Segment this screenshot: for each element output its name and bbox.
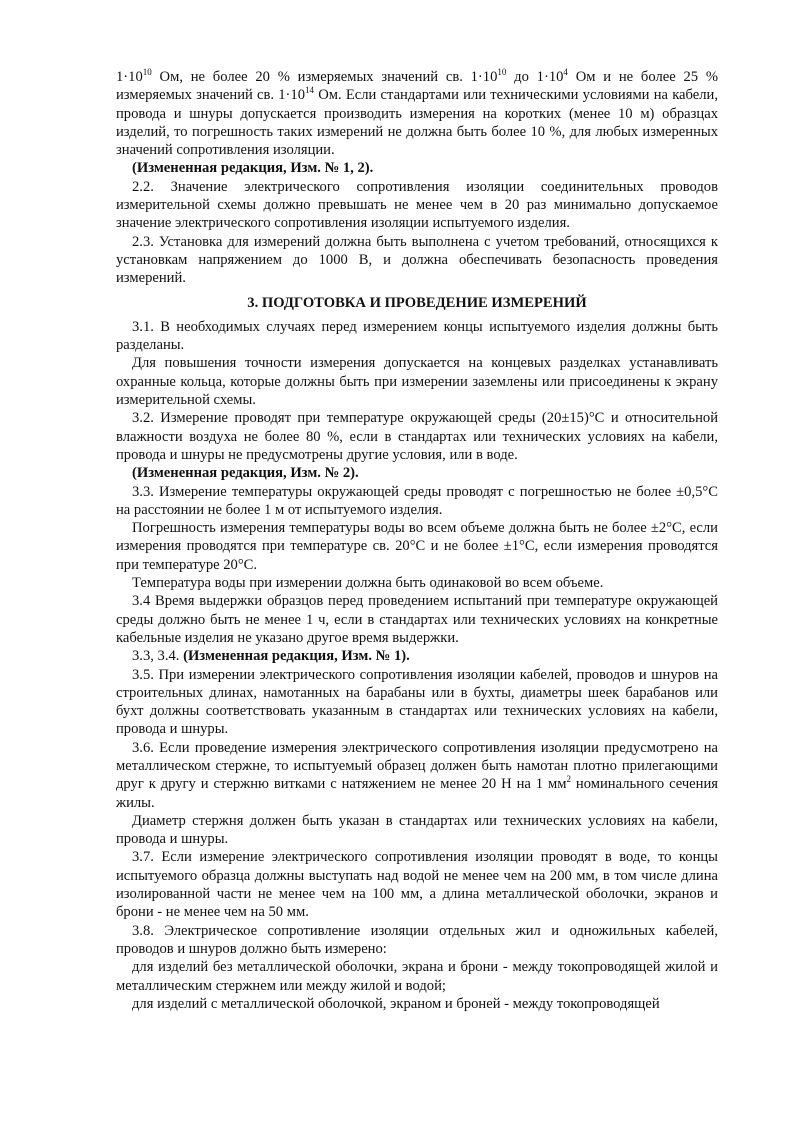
paragraph-3-8-b: для изделий с металлической оболочкой, экраном и броней - между токопроводящей [132, 995, 660, 1012]
paragraph-2-1-continuation: $1\cdot 10^{10}$ Ом, не более 20 % измеряемых значений св. $1\cdot 10^{10}$ до $1\cdot 10^4$ Ом и не более 25 % измеряемых значений св. $1\cdot 10^{14}$ Ом. Если стандартами или техническими условиями на кабели, провода и шнуры допускается производить измерения на коротких (менее 10 м) образцах изделий, то погрешность таких измерений не должна быть более 10 %, для любых измеренных значений сопротивления изоляции. [116, 67, 718, 159]
paragraph-3-6: 3.6. Если проведение измерения электрического сопротивления изоляции предусмотрено на металлическом стержне, то испытуемый образец должен быть намотан плотно прилегающими друг к другу и стержню витками с натяжением не менее 20 Н на 1 $мм^2$ номинального сечения жилы. [116, 739, 718, 811]
paragraph-3-1-b: Для повышения точности измерения допускается на концевых разделках устанавливать охранные кольца, которые должны быть при измерении заземлены или присоединены к экрану измерительной схемы. [116, 355, 718, 409]
section-heading: 3. ПОДГОТОВКА И ПРОВЕДЕНИЕ ИЗМЕРЕНИЙ [247, 294, 587, 311]
paragraph-2-2: 2.2. Значение электрического сопротивления изоляции соединительных проводов измерительной схемы должно превышать не менее чем в 20 раз минимально допускаемое значение электрического сопротивления изоляции испытуемого изделия. [116, 178, 718, 232]
paragraph-3-3: 3.3. Измерение температуры окружающей среды проводят с погрешностью не более ±0,5°С на расстоянии не более 1 м от испытуемого изделия. [116, 483, 718, 518]
amendment-note: (Измененная редакция, Изм. № 2). [132, 465, 359, 482]
paragraph-3-8: 3.8. Электрическое сопротивление изоляции отдельных жил и одножильных кабелей, проводов и шнуров должно быть измерено: [116, 922, 718, 957]
paragraph-3-2: 3.2. Измерение проводят при температуре окружающей среды (20±15)°С и относительной влажности воздуха не более 80 %, если в стандартах или технических условиях на кабели, провода и шнуры не предусмотрены другие условия, или в воде. [116, 410, 718, 463]
paragraph-3-8-a: для изделий без металлической оболочки, экрана и брони - между токопроводящей жилой и металлическим стержнем или между жилой и водой; [116, 959, 718, 994]
amendment-note: 3.3, 3.4. (Измененная редакция, Изм. № 1). [132, 648, 410, 665]
paragraph-3-1: 3.1. В необходимых случаях перед измерением концы испытуемого изделия должны быть разделаны. [116, 318, 718, 354]
paragraph-3-3-b: Погрешность измерения температуры воды во всем объеме должна быть не более ±2°С, если измерения проводятся при температуре св. 20°С и не более ±1°С, если измерения проводятся при температуре 20°С. [116, 520, 718, 573]
paragraph-2-3: 2.3. Установка для измерений должна быть выполнена с учетом требований, относящихся к установкам напряжением до 1000 В, и должна обеспечивать безопасность проведения измерений. [116, 233, 718, 287]
paragraph-3-4: 3.4 Время выдержки образцов перед проведением испытаний при температуре окружающей среды должно быть не менее 1 ч, если в стандартах или технических условиях на конкретные кабельные изделия не указано другое время выдержки. [116, 593, 718, 646]
amendment-note: (Измененная редакция, Изм. № 1, 2). [132, 160, 374, 177]
paragraph-3-7: 3.7. Если измерение электрического сопротивления изоляции проводят в воде, то концы испытуемого образца должны выступать над водой не менее чем на 200 мм, в том числе длина изолированной части не менее чем на 100 мм, а длина металлической оболочки, экранов и брони - не менее чем на 50 мм. [116, 849, 718, 921]
paragraph-3-6-b: Диаметр стержня должен быть указан в стандартах или технических условиях на кабели, провода и шнуры. [116, 812, 718, 848]
document-page [116, 68, 718, 1013]
paragraph-3-3-c: Температура воды при измерении должна быть одинаковой во всем объеме. [132, 575, 604, 592]
paragraph-3-5: 3.5. При измерении электрического сопротивления изоляции кабелей, проводов и шнуров на строительных длинах, намотанных на барабаны или в бухты, диаметры шеек барабанов или бухт должны соответствовать указанным в стандартах или технических условиях на кабели, провода и шнуры. [116, 666, 718, 738]
